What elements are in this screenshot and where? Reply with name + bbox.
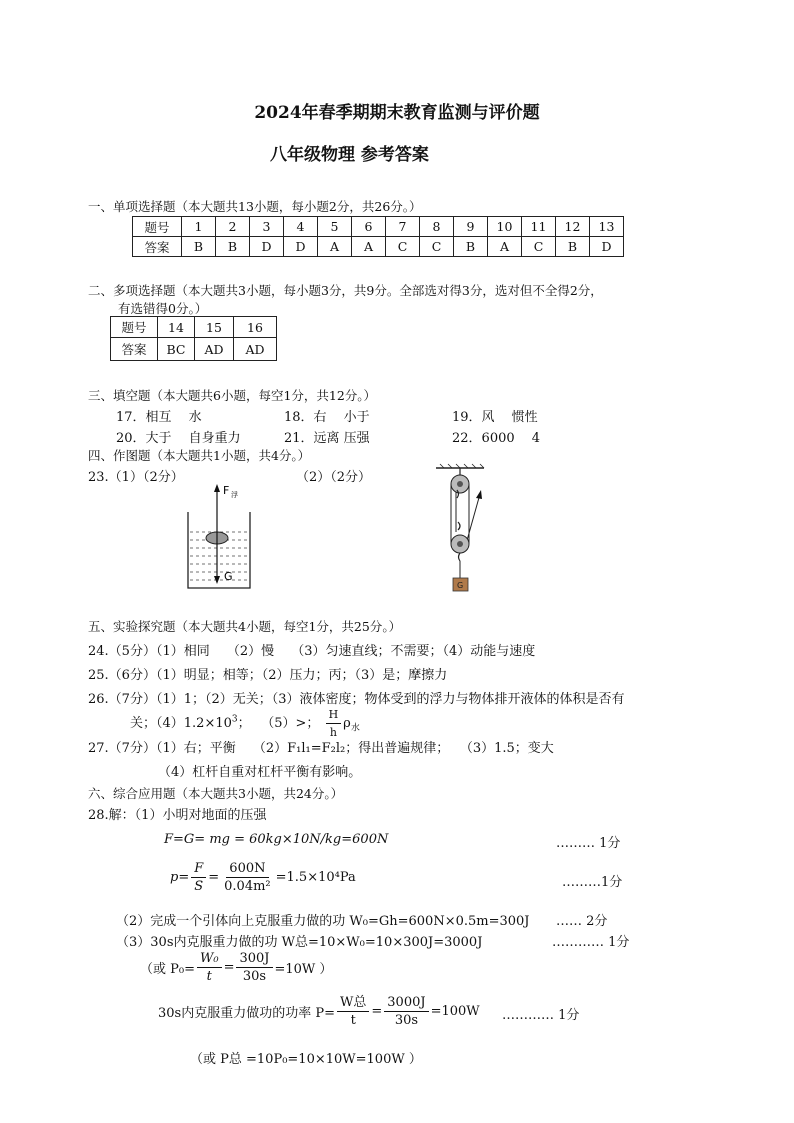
answer-18: 18．右 小于: [284, 410, 370, 425]
fraction-wtotal-over-t: [337, 994, 369, 1029]
single-choice-answer-table: [132, 216, 624, 257]
equation-pressure: p= $\frac{F}{S}$ = $\frac{600N}{\text{0.04m²}}$ =1.5×10⁴Pa: [170, 861, 356, 894]
table-row: [133, 237, 624, 257]
ceiling-support: [436, 464, 484, 476]
buoyant-force-label: F: [223, 484, 230, 497]
table-cell: B: [454, 237, 488, 257]
row-label-answer: 答案: [111, 338, 158, 361]
fraction-f-over-s: [191, 860, 206, 895]
equation-power-alt: （或 P₀= $\frac{\text{W₀}}{t}$ = $\frac{300J}{30s}$ =10W ）: [140, 951, 333, 984]
table-cell: 15: [195, 317, 234, 338]
rho-subscript: 水: [350, 723, 360, 734]
answer-28-intro: 28.解：（1）小明对地面的压强: [88, 808, 267, 823]
table-cell: 10: [488, 217, 522, 237]
table-cell: 3: [250, 217, 284, 237]
answer-22: 22．6000 4: [452, 431, 541, 446]
table-row: [111, 317, 277, 338]
table-cell: B: [182, 237, 216, 257]
fraction-numerator: 300J: [236, 950, 272, 968]
fraction-numerator: H: [326, 706, 342, 724]
eq2-rhs: =1.5×10⁴Pa: [275, 870, 356, 885]
fraction-numerator: 3000J: [384, 994, 428, 1012]
answer-21: 21．远离 压强: [284, 431, 370, 446]
row-label-question: 题号: [133, 217, 182, 237]
document-subtitle: 八年级物理 参考答案: [270, 145, 429, 165]
fraction-3000j-over-30s: [384, 994, 428, 1029]
table-cell: C: [386, 237, 420, 257]
table-row: [111, 338, 277, 361]
table-cell: 9: [454, 217, 488, 237]
answer-26-part4: 关；（4）1.2×10: [130, 716, 232, 731]
table-cell: D: [590, 237, 624, 257]
section-1-heading: 一、单项选择题（本大题共13小题，每小题2分，共26分。）: [88, 199, 422, 214]
rho-symbol: ρ: [343, 716, 351, 731]
movable-pulley: [451, 522, 469, 578]
fraction-w0-over-t: [197, 950, 222, 985]
table-cell: D: [250, 237, 284, 257]
table-cell: 5: [318, 217, 352, 237]
fraction-denominator: h: [329, 726, 337, 739]
equation-work-single: （2）完成一个引体向上克服重力做的功 W₀=Gh=600N×0.5m=300J: [116, 914, 530, 929]
equation-power: 30s内克服重力做功的功率 P= $\frac{\text{W总}}{t}$ = $\frac{3000J}{30s}$ =100W: [158, 995, 480, 1028]
answer-19: 19．风 惯性: [452, 410, 538, 425]
table-cell: 14: [158, 317, 195, 338]
answer-24: 24.（5分）（1）相同 （2）慢 （3）匀速直线；不需要；（4）动能与速度: [88, 644, 536, 659]
gravity-label: G: [224, 570, 233, 583]
fraction-denominator: t: [350, 1013, 356, 1028]
fraction-numerator: W总: [337, 994, 369, 1012]
rope-lines: [451, 484, 480, 544]
eq2-lhs: p=: [170, 870, 190, 885]
fraction-300j-over-30s: [236, 950, 272, 985]
answer-26-part5: ； （5）>；: [237, 716, 320, 731]
buoyant-force-subscript: 浮: [231, 491, 238, 499]
buoyant-force-arrow: [214, 484, 220, 538]
section-3-heading: 三、填空题（本大题共6小题，每空1分，共12分。）: [88, 388, 377, 403]
fixed-pulley: [451, 475, 469, 498]
table-cell: 13: [590, 217, 624, 237]
buoyancy-diagram: [180, 480, 260, 592]
answer-17: 17．相互 水: [116, 410, 202, 425]
fraction-denominator: 0.04m²: [224, 879, 271, 894]
exponent: 3: [231, 714, 238, 725]
answer-23-part1-label: 23.（1）（2分）: [88, 470, 184, 485]
fraction-numerator: 600N: [226, 860, 268, 878]
table-cell: C: [522, 237, 556, 257]
pull-direction-arrow: [476, 490, 482, 499]
answer-26-line1: 26.（7分）（1）1；（2）无关；（3）液体密度；物体受到的浮力与物体排开液体的体积是否有: [88, 692, 625, 707]
table-cell: A: [488, 237, 522, 257]
answer-27-line1: 27.（7分）（1）右；平衡 （2）F₁l₁=F₂l₂；得出普遍规律； （3）1.5；变大: [88, 741, 554, 756]
table-cell: 4: [284, 217, 318, 237]
eq5-lhs: （或 P₀=: [140, 962, 195, 977]
table-cell: A: [318, 237, 352, 257]
table-cell: 12: [556, 217, 590, 237]
section-4-heading: 四、作图题（本大题共1小题，共4分。）: [88, 448, 311, 463]
answer-25: 25.（6分）（1）明显；相等；（2）压力；丙；（3）是；摩擦力: [88, 668, 448, 683]
table-cell: 11: [522, 217, 556, 237]
fraction-numerator: W₀: [197, 950, 222, 968]
score-eq6: ………… 1分: [502, 1008, 580, 1023]
answer-27-line2: （4）杠杆自重对杠杆平衡有影响。: [158, 765, 362, 780]
section-6-heading: 六、综合应用题（本大题共3小题，共24分。）: [88, 786, 344, 801]
multiple-choice-answer-table: [110, 316, 277, 361]
row-label-answer: 答案: [133, 237, 182, 257]
score-eq3: …… 2分: [556, 914, 608, 929]
table-cell: A: [352, 237, 386, 257]
row-label-question: 题号: [111, 317, 158, 338]
answer-23-part2-label: （2）（2分）: [296, 470, 372, 485]
table-cell: 16: [234, 317, 277, 338]
eq5-rhs: =10W ）: [274, 962, 333, 977]
equation-work-total: （3）30s内克服重力做的功 W总=10×W₀=10×300J=3000J: [116, 935, 483, 950]
weight-label: G: [457, 581, 464, 590]
fraction-denominator: t: [206, 969, 212, 984]
answer-20: 20．大于 自身重力: [116, 431, 241, 446]
fraction-numerator: F: [191, 860, 206, 878]
table-cell: AD: [195, 338, 234, 361]
section-2-heading-cont: 有选错得0分。）: [118, 301, 208, 316]
table-cell: D: [284, 237, 318, 257]
score-eq4: ………… 1分: [552, 935, 630, 950]
table-cell: 1: [182, 217, 216, 237]
table-cell: B: [216, 237, 250, 257]
equation-force: F=G= mg = 60kg×10N/kg=600N: [164, 832, 389, 847]
table-cell: BC: [158, 338, 195, 361]
table-row: [133, 217, 624, 237]
table-cell: 8: [420, 217, 454, 237]
table-cell: B: [556, 237, 590, 257]
score-eq1: ……… 1分: [556, 836, 621, 851]
table-cell: 7: [386, 217, 420, 237]
fraction-denominator: 30s: [394, 1013, 419, 1028]
fraction-h-over-h: [326, 706, 342, 741]
table-cell: C: [420, 237, 454, 257]
answer-26-line2: [130, 706, 360, 741]
document-title: 2024年春季期期末教育监测与评价题: [254, 103, 540, 123]
equation-power-total-alt: （或 P总 =10P₀=10×10W=100W ）: [190, 1052, 422, 1067]
fraction-denominator: 30s: [242, 969, 267, 984]
fraction-600n-over-area: [221, 860, 273, 895]
section-5-heading: 五、实验探究题（本大题共4小题，每空1分，共25分。）: [88, 619, 402, 634]
score-eq2: ………1分: [562, 875, 623, 890]
gravity-force-arrow: [214, 538, 220, 584]
table-cell: 6: [352, 217, 386, 237]
eq6-rhs: =100W: [430, 1004, 480, 1019]
table-cell: 2: [216, 217, 250, 237]
section-2-heading: 二、多项选择题（本大题共3小题，每小题3分，共9分。全部选对得3分，选对但不全得2分，: [88, 283, 603, 298]
pulley-diagram: [430, 462, 490, 594]
table-cell: AD: [234, 338, 277, 361]
fraction-denominator: S: [194, 879, 204, 894]
eq6-lhs: 30s内克服重力做功的功率 P=: [158, 1006, 335, 1021]
